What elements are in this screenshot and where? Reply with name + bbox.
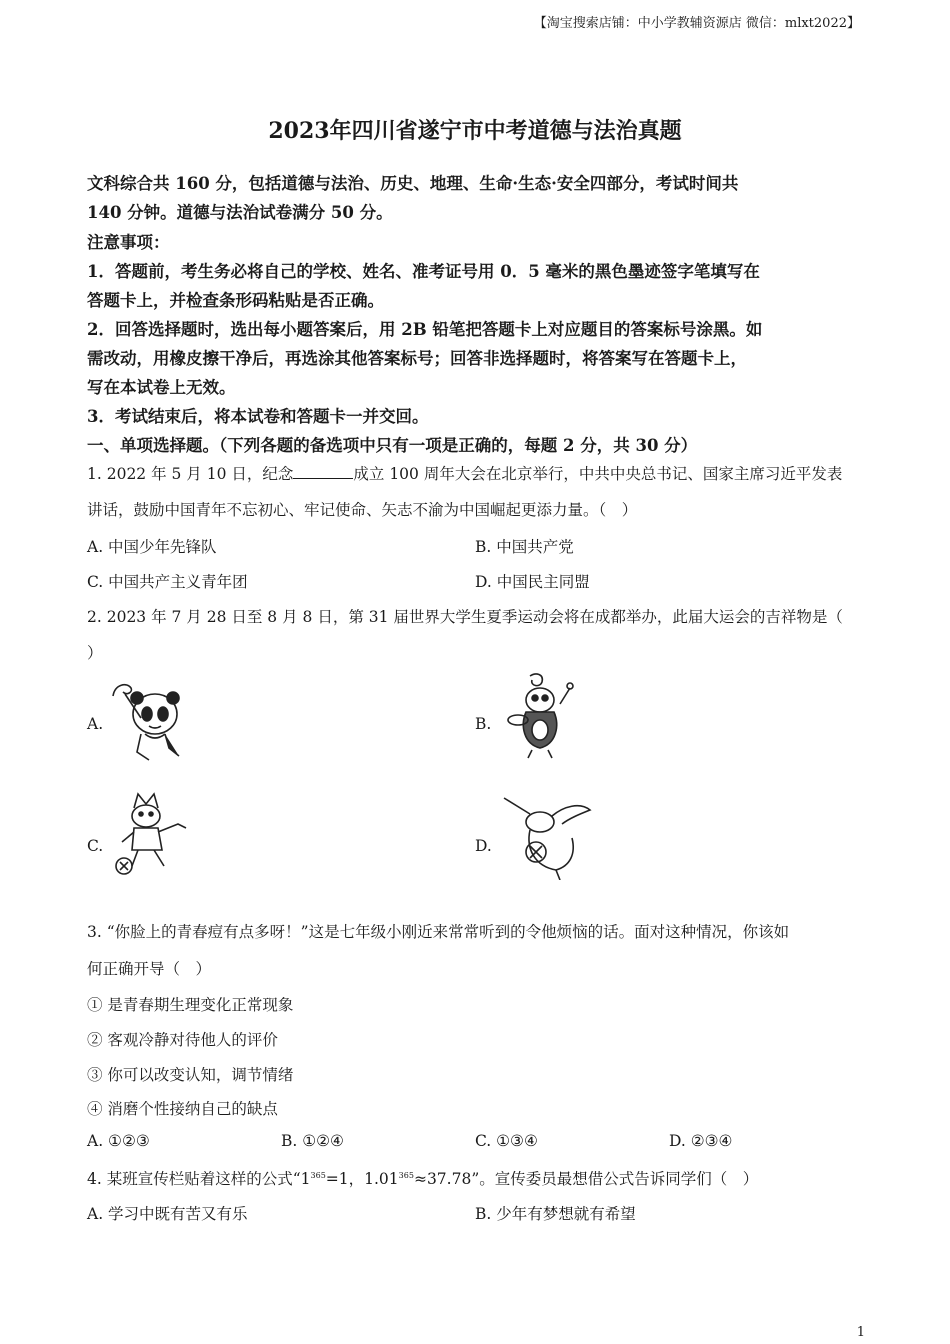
q3-line-2: 何正确开导（ ） bbox=[87, 960, 212, 978]
q1-option-d: D. 中国民主同盟 bbox=[475, 573, 590, 591]
q4-option-a: A. 学习中既有苦又有乐 bbox=[87, 1205, 248, 1223]
q1-option-a: A. 中国少年先锋队 bbox=[87, 538, 217, 556]
q2-line-2: ） bbox=[87, 644, 103, 662]
intro-line-1: 文科综合共 160 分，包括道德与法治、历史、地理、生命·生态·安全四部分，考试时间共 bbox=[87, 174, 739, 193]
q3-line-1: 3. “你脸上的青春痘有点多呀！”这是七年级小刚近来常常听到的令他烦恼的话。面对这种情况，你该如 bbox=[87, 923, 790, 941]
notice-3-line-1: 3．考试结束后，将本试卷和答题卡一并交回。 bbox=[87, 407, 429, 426]
q3-option-b: B. ①②④ bbox=[281, 1132, 344, 1150]
q4-exponent-1: 365 bbox=[310, 1170, 326, 1180]
q4-line-1 bbox=[87, 1167, 758, 1189]
q2-option-b: B. bbox=[475, 715, 492, 733]
q3-statement-4: ④ 消磨个性接纳自己的缺点 bbox=[87, 1100, 278, 1118]
q3-option-d: D. ②③④ bbox=[669, 1132, 733, 1150]
q3-option-c: C. ①③④ bbox=[475, 1132, 538, 1150]
notice-1-line-2: 答题卡上，并检查条形码粘贴是否正确。 bbox=[87, 291, 384, 310]
q1-blank bbox=[293, 464, 353, 479]
q1-line-1-pre: 1. 2022 年 5 月 10 日，纪念 bbox=[87, 465, 294, 483]
cat-mascot-image bbox=[108, 790, 192, 878]
q3-option-a: A. ①②③ bbox=[87, 1132, 150, 1150]
q4-text-mid: =1，1.01 bbox=[325, 1170, 399, 1188]
notice-2-line-3: 写在本试卷上无效。 bbox=[87, 378, 236, 397]
crane-mascot-image bbox=[500, 792, 594, 880]
notice-heading: 注意事项： bbox=[87, 233, 170, 252]
q2-option-d: D. bbox=[475, 837, 492, 855]
q4-exponent-2: 365 bbox=[398, 1170, 414, 1180]
page-title: 2023年四川省遂宁市中考道德与法治真题 bbox=[268, 118, 682, 144]
header-note: 【淘宝搜索店铺：中小学教辅资源店 微信：mlxt2022】 bbox=[533, 16, 860, 31]
notice-1-line-1: 1．答题前，考生务必将自己的学校、姓名、准考证号用 0．5 毫米的黑色墨迹签字笔填写在 bbox=[87, 262, 760, 281]
q2-line-1: 2. 2023 年 7 月 28 日至 8 月 8 日，第 31 届世界大学生夏季运动会将在成都举办，此届大运会的吉祥物是（ bbox=[87, 608, 843, 626]
q1-option-b: B. 中国共产党 bbox=[475, 538, 574, 556]
q3-statement-1: ① 是青春期生理变化正常现象 bbox=[87, 996, 294, 1014]
q1-line-1 bbox=[87, 462, 842, 484]
panda-mascot-image bbox=[105, 678, 195, 766]
q2-option-c: C. bbox=[87, 837, 104, 855]
q1-option-c: C. 中国共产主义青年团 bbox=[87, 573, 248, 591]
q4-text-post: ≈37.78”。宣传委员最想借公式告诉同学们（ ） bbox=[413, 1170, 759, 1188]
section-1-heading: 一、单项选择题。（下列各题的备选项中只有一项是正确的，每题 2 分，共 30 分） bbox=[87, 436, 698, 455]
intro-line-2: 140 分钟。道德与法治试卷满分 50 分。 bbox=[87, 203, 393, 222]
q3-statement-2: ② 客观冷静对待他人的评价 bbox=[87, 1031, 278, 1049]
notice-2-line-1: 2．回答选择题时，选出每小题答案后，用 2B 铅笔把答题卡上对应题目的答案标号涂黑。如 bbox=[87, 320, 763, 339]
notice-2-line-2: 需改动，用橡皮擦干净后，再选涂其他答案标号；回答非选择题时，将答案写在答题卡上， bbox=[87, 349, 747, 368]
q1-line-1-post: 成立 100 周年大会在北京举行，中共中央总书记、国家主席习近平发表 bbox=[353, 465, 843, 483]
bird-mascot-image bbox=[500, 670, 580, 762]
q4-text-pre: 4. 某班宣传栏贴着这样的公式“1 bbox=[87, 1170, 311, 1188]
page-number: 1 bbox=[856, 1325, 865, 1340]
q3-statement-3: ③ 你可以改变认知，调节情绪 bbox=[87, 1066, 294, 1084]
q4-option-b: B. 少年有梦想就有希望 bbox=[475, 1205, 636, 1223]
q1-line-2: 讲话，鼓励中国青年不忘初心、牢记使命、矢志不渝为中国崛起更添力量。（ ） bbox=[87, 501, 638, 519]
q2-option-a: A. bbox=[87, 715, 104, 733]
